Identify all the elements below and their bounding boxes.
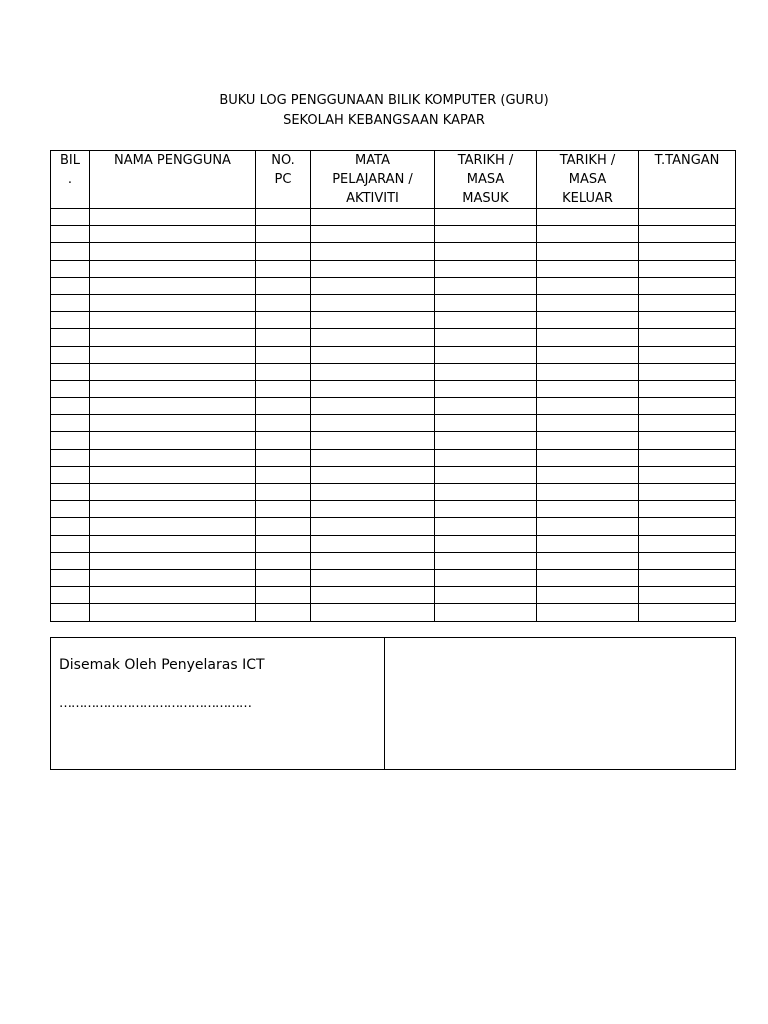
- table-cell[interactable]: [90, 587, 256, 604]
- table-cell[interactable]: [51, 260, 90, 277]
- table-cell[interactable]: [537, 415, 639, 432]
- table-cell[interactable]: [639, 569, 736, 586]
- table-cell[interactable]: [51, 209, 90, 226]
- table-cell[interactable]: [639, 294, 736, 311]
- table-cell[interactable]: [51, 398, 90, 415]
- table-cell[interactable]: [256, 226, 311, 243]
- table-cell[interactable]: [51, 604, 90, 621]
- table-cell[interactable]: [256, 380, 311, 397]
- table-cell[interactable]: [435, 432, 537, 449]
- table-cell[interactable]: [639, 363, 736, 380]
- table-cell[interactable]: [435, 415, 537, 432]
- header-masa-keluar: TARIKH / MASA KELUAR: [537, 151, 639, 209]
- table-cell[interactable]: [435, 398, 537, 415]
- table-cell[interactable]: [639, 226, 736, 243]
- table-cell[interactable]: [90, 243, 256, 260]
- table-cell[interactable]: [435, 466, 537, 483]
- table-cell[interactable]: [51, 226, 90, 243]
- table-cell[interactable]: [90, 518, 256, 535]
- table-cell[interactable]: [90, 552, 256, 569]
- table-cell[interactable]: [311, 449, 435, 466]
- table-cell[interactable]: [435, 363, 537, 380]
- table-cell[interactable]: [311, 312, 435, 329]
- table-cell[interactable]: [639, 398, 736, 415]
- table-cell[interactable]: [311, 277, 435, 294]
- table-cell[interactable]: [256, 277, 311, 294]
- table-cell[interactable]: [51, 329, 90, 346]
- table-cell[interactable]: [51, 501, 90, 518]
- table-cell[interactable]: [90, 432, 256, 449]
- table-row: [51, 312, 736, 329]
- header-nama-pengguna: NAMA PENGGUNA: [90, 151, 256, 209]
- table-cell[interactable]: [256, 552, 311, 569]
- table-row: [51, 260, 736, 277]
- table-cell[interactable]: [311, 294, 435, 311]
- table-cell[interactable]: [435, 604, 537, 621]
- table-cell[interactable]: [90, 260, 256, 277]
- table-cell[interactable]: [51, 432, 90, 449]
- table-cell[interactable]: [435, 535, 537, 552]
- table-cell[interactable]: [51, 535, 90, 552]
- table-cell[interactable]: [256, 449, 311, 466]
- table-cell[interactable]: [90, 604, 256, 621]
- table-cell[interactable]: [435, 587, 537, 604]
- table-cell[interactable]: [90, 329, 256, 346]
- table-cell[interactable]: [51, 380, 90, 397]
- table-cell[interactable]: [311, 569, 435, 586]
- table-cell[interactable]: [90, 380, 256, 397]
- table-cell[interactable]: [639, 604, 736, 621]
- table-cell[interactable]: [311, 329, 435, 346]
- table-cell[interactable]: [537, 569, 639, 586]
- table-cell[interactable]: [639, 346, 736, 363]
- table-cell[interactable]: [639, 277, 736, 294]
- table-cell[interactable]: [537, 432, 639, 449]
- header-no-pc: NO. PC: [256, 151, 311, 209]
- table-cell[interactable]: [256, 466, 311, 483]
- table-cell[interactable]: [435, 552, 537, 569]
- table-cell[interactable]: [311, 226, 435, 243]
- table-cell[interactable]: [90, 484, 256, 501]
- table-cell[interactable]: [435, 501, 537, 518]
- table-cell[interactable]: [639, 243, 736, 260]
- table-cell[interactable]: [537, 449, 639, 466]
- table-cell[interactable]: [311, 209, 435, 226]
- table-cell[interactable]: [639, 587, 736, 604]
- table-row: [51, 346, 736, 363]
- table-cell[interactable]: [639, 518, 736, 535]
- table-cell[interactable]: [256, 569, 311, 586]
- table-cell[interactable]: [90, 277, 256, 294]
- table-cell[interactable]: [435, 294, 537, 311]
- table-cell[interactable]: [537, 484, 639, 501]
- table-cell[interactable]: [639, 466, 736, 483]
- table-cell[interactable]: [90, 535, 256, 552]
- table-cell[interactable]: [639, 484, 736, 501]
- table-cell[interactable]: [311, 363, 435, 380]
- table-row: [51, 484, 736, 501]
- table-cell[interactable]: [537, 226, 639, 243]
- table-cell[interactable]: [311, 535, 435, 552]
- table-cell[interactable]: [51, 484, 90, 501]
- table-cell[interactable]: [256, 243, 311, 260]
- table-cell[interactable]: [435, 484, 537, 501]
- table-cell[interactable]: [90, 312, 256, 329]
- table-row: [51, 415, 736, 432]
- table-row: [51, 449, 736, 466]
- stamp-cell: [385, 638, 736, 770]
- table-row: [51, 226, 736, 243]
- table-cell[interactable]: [435, 277, 537, 294]
- table-cell[interactable]: [256, 604, 311, 621]
- table-cell[interactable]: [256, 415, 311, 432]
- table-cell[interactable]: [639, 312, 736, 329]
- table-cell[interactable]: [51, 518, 90, 535]
- table-cell[interactable]: [256, 587, 311, 604]
- table-cell[interactable]: [256, 346, 311, 363]
- table-cell[interactable]: [311, 346, 435, 363]
- table-cell[interactable]: [435, 380, 537, 397]
- table-cell[interactable]: [435, 243, 537, 260]
- table-cell[interactable]: [537, 587, 639, 604]
- verification-cell: [51, 638, 385, 770]
- table-cell[interactable]: [256, 363, 311, 380]
- table-cell[interactable]: [639, 535, 736, 552]
- table-cell[interactable]: [311, 604, 435, 621]
- table-cell[interactable]: [311, 466, 435, 483]
- table-cell[interactable]: [435, 312, 537, 329]
- table-cell[interactable]: [537, 243, 639, 260]
- table-cell[interactable]: [639, 329, 736, 346]
- header-bil: BIL .: [51, 151, 90, 209]
- table-cell[interactable]: [537, 398, 639, 415]
- table-cell[interactable]: [435, 226, 537, 243]
- table-cell[interactable]: [311, 552, 435, 569]
- table-cell[interactable]: [639, 501, 736, 518]
- table-cell[interactable]: [51, 587, 90, 604]
- table-cell[interactable]: [537, 535, 639, 552]
- table-row: [51, 604, 736, 621]
- table-cell[interactable]: [311, 243, 435, 260]
- table-cell[interactable]: [256, 535, 311, 552]
- table-row: [51, 587, 736, 604]
- table-cell[interactable]: [639, 380, 736, 397]
- table-row: [51, 501, 736, 518]
- table-header-row: [51, 151, 736, 209]
- table-cell[interactable]: [537, 346, 639, 363]
- table-cell[interactable]: [311, 587, 435, 604]
- table-row: [51, 466, 736, 483]
- table-row: [51, 209, 736, 226]
- table-row: [51, 398, 736, 415]
- table-cell[interactable]: [311, 415, 435, 432]
- table-cell[interactable]: [639, 209, 736, 226]
- table-cell[interactable]: [256, 484, 311, 501]
- usage-log-table: [50, 150, 736, 622]
- table-cell[interactable]: [537, 380, 639, 397]
- table-cell[interactable]: [311, 484, 435, 501]
- table-cell[interactable]: [435, 329, 537, 346]
- table-cell[interactable]: [51, 346, 90, 363]
- table-row: [51, 552, 736, 569]
- table-cell[interactable]: [537, 277, 639, 294]
- table-cell[interactable]: [51, 243, 90, 260]
- table-cell[interactable]: [90, 569, 256, 586]
- table-cell[interactable]: [51, 363, 90, 380]
- table-cell[interactable]: [51, 415, 90, 432]
- table-cell[interactable]: [311, 518, 435, 535]
- table-cell[interactable]: [256, 329, 311, 346]
- table-row: [51, 363, 736, 380]
- table-cell[interactable]: [256, 432, 311, 449]
- verification-box: [50, 637, 736, 770]
- table-cell[interactable]: [256, 260, 311, 277]
- table-cell[interactable]: [537, 466, 639, 483]
- table-cell[interactable]: [537, 209, 639, 226]
- table-cell[interactable]: [311, 501, 435, 518]
- table-cell[interactable]: [51, 277, 90, 294]
- table-cell[interactable]: [537, 329, 639, 346]
- header-mata-pelajaran: MATA PELAJARAN / AKTIVITI: [311, 151, 435, 209]
- table-row: [51, 329, 736, 346]
- table-cell[interactable]: [435, 518, 537, 535]
- table-cell[interactable]: [90, 294, 256, 311]
- table-cell[interactable]: [537, 552, 639, 569]
- table-cell[interactable]: [537, 604, 639, 621]
- table-cell[interactable]: [256, 312, 311, 329]
- table-cell[interactable]: [51, 312, 90, 329]
- table-cell[interactable]: [90, 363, 256, 380]
- table-row: [51, 518, 736, 535]
- signature-line: …………………………………………: [59, 696, 251, 711]
- table-cell[interactable]: [639, 552, 736, 569]
- table-cell[interactable]: [90, 398, 256, 415]
- table-cell[interactable]: [311, 380, 435, 397]
- header-masa-masuk: TARIKH / MASA MASUK: [435, 151, 537, 209]
- table-row: [51, 380, 736, 397]
- table-cell[interactable]: [311, 260, 435, 277]
- table-cell[interactable]: [51, 569, 90, 586]
- table-cell[interactable]: [639, 260, 736, 277]
- table-cell[interactable]: [537, 501, 639, 518]
- table-row: [51, 535, 736, 552]
- table-row: [51, 294, 736, 311]
- table-cell[interactable]: [435, 260, 537, 277]
- table-cell[interactable]: [639, 449, 736, 466]
- table-cell[interactable]: [435, 209, 537, 226]
- table-cell[interactable]: [256, 209, 311, 226]
- table-cell[interactable]: [639, 432, 736, 449]
- table-cell[interactable]: [311, 398, 435, 415]
- document-title: BUKU LOG PENGGUNAAN BILIK KOMPUTER (GURU): [219, 93, 549, 108]
- table-cell[interactable]: [51, 466, 90, 483]
- table-cell[interactable]: [537, 260, 639, 277]
- school-name: SEKOLAH KEBANGSAAN KAPAR: [283, 113, 485, 128]
- verified-by-label: Disemak Oleh Penyelaras ICT: [59, 657, 265, 673]
- table-cell[interactable]: [311, 432, 435, 449]
- table-cell[interactable]: [256, 294, 311, 311]
- table-cell[interactable]: [639, 415, 736, 432]
- table-cell[interactable]: [51, 294, 90, 311]
- table-cell[interactable]: [256, 398, 311, 415]
- table-cell[interactable]: [90, 226, 256, 243]
- table-cell[interactable]: [90, 449, 256, 466]
- table-cell[interactable]: [90, 466, 256, 483]
- table-cell[interactable]: [256, 518, 311, 535]
- table-cell[interactable]: [537, 363, 639, 380]
- table-body: [51, 209, 736, 622]
- table-cell[interactable]: [537, 312, 639, 329]
- table-row: [51, 432, 736, 449]
- table-cell[interactable]: [537, 518, 639, 535]
- table-cell[interactable]: [90, 346, 256, 363]
- table-cell[interactable]: [435, 449, 537, 466]
- table-cell[interactable]: [256, 501, 311, 518]
- table-cell[interactable]: [435, 346, 537, 363]
- header-tandatangan: T.TANGAN: [639, 151, 736, 209]
- table-cell[interactable]: [90, 415, 256, 432]
- table-cell[interactable]: [90, 501, 256, 518]
- table-cell[interactable]: [435, 569, 537, 586]
- table-row: [51, 277, 736, 294]
- table-row: [51, 569, 736, 586]
- table-cell[interactable]: [51, 552, 90, 569]
- table-row: [51, 243, 736, 260]
- table-cell[interactable]: [51, 449, 90, 466]
- table-cell[interactable]: [537, 294, 639, 311]
- table-cell[interactable]: [90, 209, 256, 226]
